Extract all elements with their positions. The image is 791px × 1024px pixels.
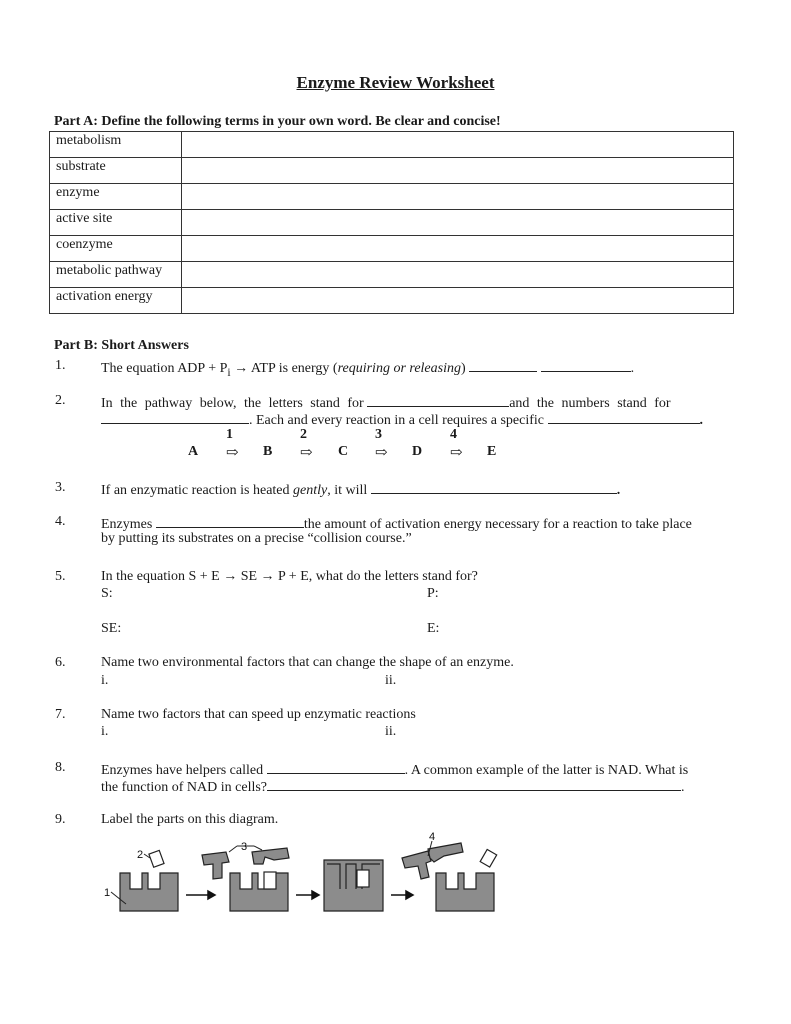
answer-label-i: i. xyxy=(101,673,109,688)
part-a-heading: Part A: Define the following terms in your own word. Be clear and concise! xyxy=(54,114,501,129)
substrate-piece xyxy=(202,852,229,879)
question-text: Enzymes have helpers called xyxy=(101,763,264,778)
question-number: 1. xyxy=(55,358,66,373)
enzyme-shape xyxy=(436,873,494,911)
period: . xyxy=(630,361,635,376)
question-text: In the equation S + E → SE → P + E, what do the letters stand for? xyxy=(101,569,478,584)
period: . xyxy=(699,413,704,428)
answer-label-i: i. xyxy=(101,724,109,739)
term-cell: metabolism xyxy=(50,132,182,158)
italic-word: gently xyxy=(293,483,328,498)
diagram-label-2: 2 xyxy=(137,849,144,861)
question-text: In the pathway below, the letters stand for xyxy=(101,396,364,411)
right-arrow-icon: ⇨ xyxy=(300,445,313,461)
pathway-letter: A xyxy=(188,444,199,459)
term-cell: enzyme xyxy=(50,184,182,210)
right-arrow-icon: ⇨ xyxy=(450,445,463,461)
question-text: . A common example of the latter is NAD. What is xyxy=(404,763,689,778)
right-arrow-icon: ⇨ xyxy=(226,445,239,461)
question-number: 8. xyxy=(55,760,66,775)
question-number: 2. xyxy=(55,393,66,408)
question-text: the function of NAD in cells? xyxy=(101,780,268,795)
part-b-heading: Part B: Short Answers xyxy=(54,338,189,353)
answer-label-e: E: xyxy=(427,621,440,636)
enzyme-shape xyxy=(120,873,178,911)
diagram-label-1: 1 xyxy=(104,887,111,899)
question-text: ) xyxy=(460,361,466,376)
right-arrow-icon xyxy=(312,891,319,899)
period: . xyxy=(616,483,621,498)
question-text: → ATP is energy ( xyxy=(230,361,338,376)
term-cell: coenzyme xyxy=(50,236,182,262)
question-text: Name two environmental factors that can change the shape of an enzyme. xyxy=(101,655,514,670)
question-number: 4. xyxy=(55,514,66,529)
term-cell: metabolic pathway xyxy=(50,262,182,288)
substrate-piece xyxy=(252,848,289,864)
pathway-letter: B xyxy=(263,444,273,459)
question-number: 3. xyxy=(55,480,66,495)
question-number: 7. xyxy=(55,707,66,722)
product-piece xyxy=(402,851,431,879)
pathway-number: 1 xyxy=(226,427,233,442)
worksheet-title: Enzyme Review Worksheet xyxy=(296,73,495,92)
right-arrow-icon xyxy=(406,891,413,899)
question-text: The equation ADP + P xyxy=(101,361,228,376)
pathway-number: 3 xyxy=(375,427,382,442)
pathway-number: 2 xyxy=(300,427,307,442)
answer-label-p: P: xyxy=(427,586,439,601)
question-text: and the numbers stand for xyxy=(509,396,671,411)
pathway-letter: D xyxy=(412,444,423,459)
pathway-letter: C xyxy=(338,444,349,459)
coenzyme-shape xyxy=(264,872,276,889)
subscript: i xyxy=(227,365,231,379)
diagram-label-4: 4 xyxy=(429,831,436,843)
answer-label-s: S: xyxy=(101,586,113,601)
question-text: Name two factors that can speed up enzymatic reactions xyxy=(101,707,416,722)
question-text: Label the parts on this diagram. xyxy=(101,812,279,827)
question-text: If an enzymatic reaction is heated xyxy=(101,483,294,498)
question-number: 9. xyxy=(55,812,66,827)
coenzyme-shape xyxy=(480,849,497,867)
question-number: 6. xyxy=(55,655,66,670)
product-piece xyxy=(428,843,463,862)
pathway-letter: E xyxy=(487,444,497,459)
question-text: , it will xyxy=(327,483,368,498)
coenzyme-shape xyxy=(149,850,164,867)
right-arrow-icon: ⇨ xyxy=(375,445,388,461)
term-cell: substrate xyxy=(50,158,182,184)
right-arrow-icon xyxy=(208,891,215,899)
question-number: 5. xyxy=(55,569,66,584)
question-text: the amount of activation energy necessary for a reaction to take place xyxy=(303,517,692,532)
question-text: Enzymes xyxy=(101,517,153,532)
italic-hint: requiring or releasing xyxy=(337,361,461,376)
period: . xyxy=(681,780,685,795)
enzyme-shape xyxy=(230,873,288,911)
coenzyme-shape xyxy=(357,870,369,887)
diagram-label-3: 3 xyxy=(241,841,248,853)
question-text: by putting its substrates on a precise “collision course.” xyxy=(101,531,412,546)
answer-label-ii: ii. xyxy=(385,724,397,739)
enzyme-shape xyxy=(324,860,383,911)
term-cell: activation energy xyxy=(50,288,182,314)
answer-label-ii: ii. xyxy=(385,673,397,688)
answer-label-se: SE: xyxy=(101,621,122,636)
pathway-number: 4 xyxy=(450,427,457,442)
term-cell: active site xyxy=(50,210,182,236)
question-text: . Each and every reaction in a cell requires a specific xyxy=(249,413,545,428)
